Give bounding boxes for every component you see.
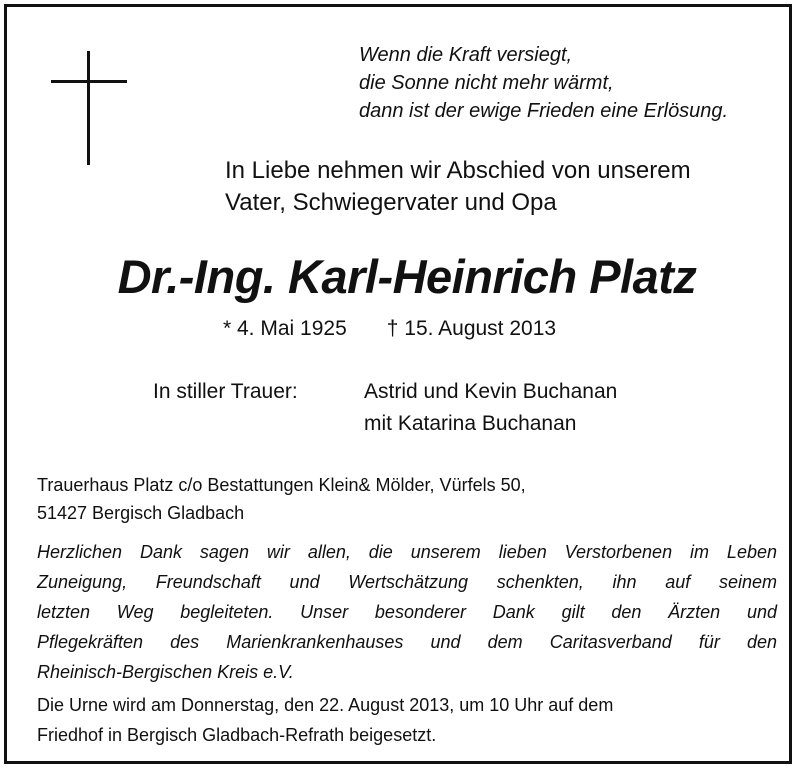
life-dates [223,315,556,343]
thanks-line: Rheinisch-Bergischen Kreis e.V. [37,662,294,682]
thanks-line: Zuneigung, Freundschaft und Wertschätzung schenkten, ihn auf seinem [37,572,777,592]
intro-line: Vater, Schwiegervater und Opa [225,189,557,216]
memorial-poem [359,41,728,125]
thanks-paragraph [37,537,777,687]
poem-line: dann ist der ewige Frieden eine Erlösung. [359,100,729,122]
mourners-label: In stiller Trauer: [153,380,298,403]
mourner-name: Astrid und Kevin Buchanan [364,380,618,403]
address-line: Trauerhaus Platz c/o Bestattungen Klein& Mölder, Vürfels 50, [37,475,526,495]
birth-date: * 4. Mai 1925 [223,317,347,340]
mourner-name: mit Katarina Buchanan [364,412,577,435]
cross-horizontal-bar [51,80,127,83]
urn-burial-notice [37,690,777,750]
address-line: 51427 Bergisch Gladbach [37,503,245,523]
mourning-house-address [37,471,526,527]
death-date: † 15. August 2013 [386,317,557,340]
urn-line: Die Urne wird am Donnerstag, den 22. August 2013, um 10 Uhr auf dem [37,695,614,715]
thanks-line: letzten Weg begleiteten. Unser besonderer Dank gilt den Ärzten und [37,602,777,622]
poem-line: Wenn die Kraft versiegt, [359,44,573,66]
poem-line: die Sonne nicht mehr wärmt, [359,72,614,94]
cross-icon [51,51,127,165]
obituary-notice-frame [4,4,792,764]
urn-line: Friedhof in Bergisch Gladbach-Refrath beigesetzt. [37,725,437,745]
thanks-line: Herzlichen Dank sagen wir allen, die unserem lieben Verstorbenen im Leben [37,542,777,562]
mourners-list [364,376,617,440]
deceased-name: Dr.-Ing. Karl-Heinrich Platz [117,250,697,303]
thanks-line: Pflegekräften des Marienkrankenhauses und dem Caritasverband für den [37,632,777,652]
intro-line: In Liebe nehmen wir Abschied von unserem [225,157,691,184]
cross-vertical-bar [87,51,90,165]
farewell-intro [225,155,691,219]
